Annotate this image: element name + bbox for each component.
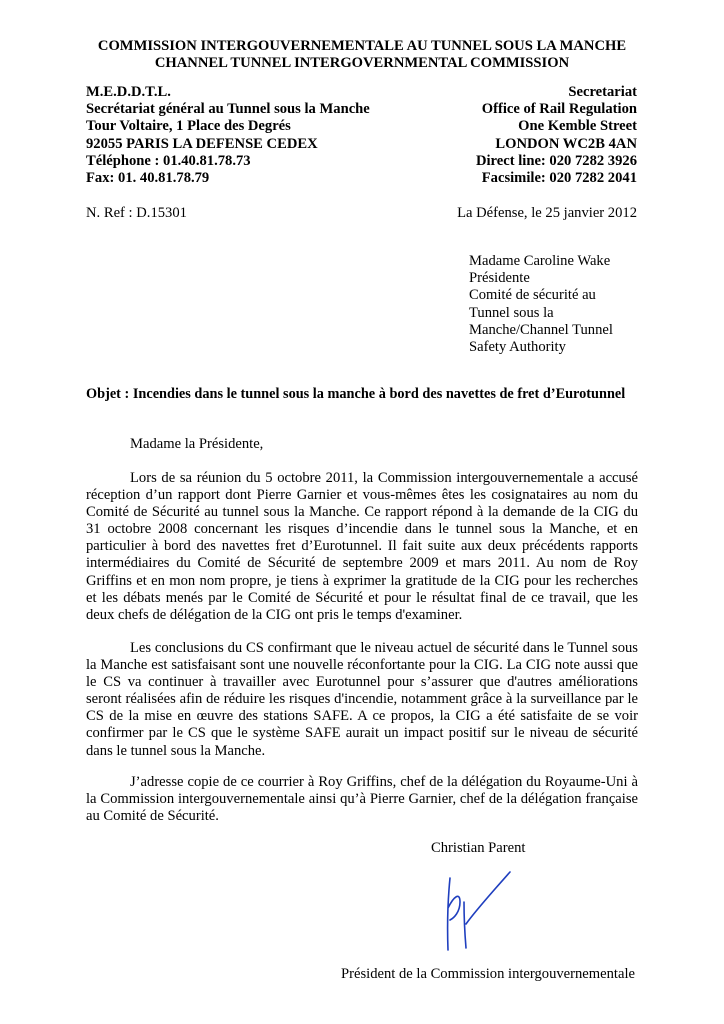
commission-heading-en: CHANNEL TUNNEL INTERGOVERNMENTAL COMMISSION	[154, 55, 570, 71]
reference-number: N. Ref : D.15301	[86, 205, 187, 221]
sender-uk-line: One Kemble Street	[518, 118, 637, 134]
sender-uk-line: LONDON WC2B 4AN	[495, 136, 637, 152]
recipient-line: Présidente	[469, 270, 530, 287]
handwritten-signature	[436, 868, 526, 956]
sender-fr-line: M.E.D.D.T.L.	[86, 84, 171, 100]
signatory-title: Président de la Commission intergouvernementale	[341, 966, 635, 982]
signatory-name: Christian Parent	[431, 840, 526, 856]
recipient-address	[469, 253, 613, 356]
recipient-line: Safety Authority	[469, 339, 566, 356]
body-paragraph: Les conclusions du CS confirmant que le niveau actuel de sécurité dans le Tunnel sous la Manche est satisfaisant sont une nouvelle réconfortante pour la CIG. La CIG note aussi que le CS va continuer à travailler avec Eurotunnel pour s’assurer que d'autres améliorations seront réalisées afin de réduire les risques d'incendie, notamment grâce à la surveillance par le CS de la mise en œuvre des stations SAFE. A ce propos, la CIG a été satisfaite de se voir confirmer par le CS que le système SAFE aurait un impact positif sur le niveau de sécurité dans le tunnel sous la Manche.	[86, 640, 638, 759]
commission-heading-fr: COMMISSION INTERGOUVERNEMENTALE AU TUNNEL SOUS LA MANCHE	[97, 38, 627, 54]
sender-uk-line: Direct line: 020 7282 3926	[475, 153, 637, 169]
body-paragraph: Lors de sa réunion du 5 octobre 2011, la Commission intergouvernementale a accusé réception d’un rapport dont Pierre Garnier et vous-mêmes êtes les cosignataires au nom du Comité de Sécurité au tunnel sous la Manche. Ce rapport répond à la demande de la CIG du 31 octobre 2008 concernant les risques d’incendie dans le tunnel sous la Manche, et en particulier à bord des navettes fret d’Eurotunnel. Il fait suite aux deux précédents rapports intermédiaires du Comité de Sécurité de septembre 2009 et mars 2011. Au nom de Roy Griffins et en mon nom propre, je tiens à exprimer la gratitude de la CIG pour les recherches et les débats menés par le Comité de Sécurité et pour le résultat final de ce travail, que les deux chefs de délégation de la CIG ont pris le temps d'examiner.	[86, 470, 638, 623]
subject-line: Objet : Incendies dans le tunnel sous la manche à bord des navettes de fret d’Eurotunnel	[86, 386, 626, 402]
sender-uk-line: Facsimile: 020 7282 2041	[481, 170, 637, 186]
salutation: Madame la Présidente,	[130, 436, 264, 452]
sender-fr-line: Téléphone : 01.40.81.78.73	[86, 153, 251, 169]
place-date: La Défense, le 25 janvier 2012	[457, 205, 637, 221]
sender-uk-line: Secretariat	[568, 84, 637, 100]
sender-fr-line: Fax: 01. 40.81.78.79	[86, 170, 210, 186]
recipient-line: Comité de sécurité au	[469, 287, 596, 304]
signature-stroke	[448, 872, 510, 950]
recipient-line: Manche/Channel Tunnel	[469, 321, 613, 338]
sender-uk-line: Office of Rail Regulation	[481, 101, 637, 117]
recipient-line: Tunnel sous la	[469, 304, 554, 321]
recipient-line: Madame Caroline Wake	[469, 253, 611, 269]
sender-fr-line: Secrétariat général au Tunnel sous la Manche	[86, 101, 370, 117]
sender-fr-line: Tour Voltaire, 1 Place des Degrés	[86, 118, 291, 134]
sender-fr-line: 92055 PARIS LA DEFENSE CEDEX	[86, 136, 318, 152]
body-paragraph: J’adresse copie de ce courrier à Roy Griffins, chef de la délégation du Royaume-Uni à la Commission intergouvernementale ainsi qu’à Pierre Garnier, chef de la délégation française au Comité de Sécurité.	[86, 774, 638, 825]
